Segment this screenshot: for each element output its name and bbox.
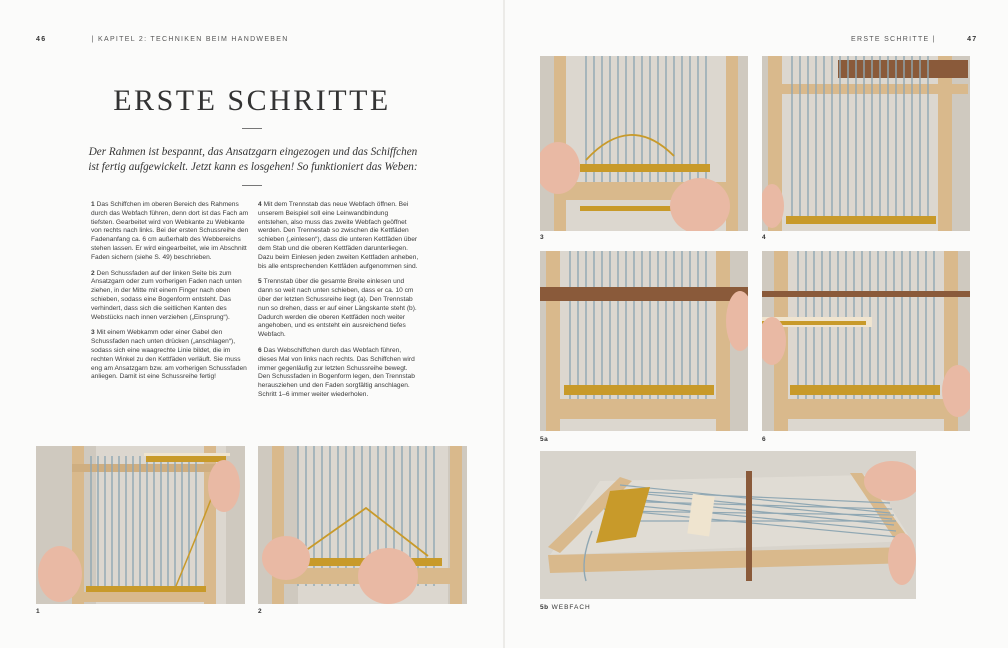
section-head: ERSTE SCHRITTE |	[851, 36, 936, 43]
photo-step-4	[762, 56, 970, 231]
text-column-1	[91, 201, 253, 389]
caption-photo-5a: 5a	[540, 436, 549, 443]
caption-photo-3: 3	[540, 234, 545, 241]
step-2: 2 Den Schussfaden auf der linken Seite bis zum Ansatzgarn oder zum vorherigen Faden nach unten ziehen, in der Mitte mit einem Finger nach oben schieben, sodass eine Bogenform entsteht. Das verhindert, dass sich die seitlichen Kanten des Webstücks nach innen verziehen („Einsprung“).	[91, 269, 242, 321]
page-title: ERSTE SCHRITTE	[113, 84, 391, 117]
left-page-number: 46	[36, 36, 47, 43]
title-rule	[242, 128, 262, 129]
caption-5b-text: WEBFACH	[551, 604, 591, 611]
chapter-head: | KAPITEL 2: TECHNIKEN BEIM HANDWEBEN	[91, 36, 289, 43]
caption-photo-6: 6	[762, 436, 767, 443]
caption-photo-1: 1	[36, 608, 41, 615]
step-3: 3 Mit einem Webkamm oder einer Gabel den Schussfaden nach unten drücken („anschlagen“), sodass sich eine waagrechte Linie bildet, die im rechten Winkel zu den Kettfäden verläuft. Sie muss eng am Ansatzgarn bzw. am vorherigen Schussfaden anliegen. Damit ist eine Schussreihe fertig!	[91, 329, 247, 381]
photo-step-5b	[540, 451, 916, 599]
right-running-head	[851, 36, 978, 43]
photo-step-2	[258, 446, 467, 604]
intro-text: Der Rahmen ist bespannt, das Ansatzgarn eingezogen und das Schiffchen ist fertig aufgewickelt. Jetzt kann es losgehen! So funktioniert das Weben:	[88, 146, 418, 173]
step-1: 1 Das Schiffchen im oberen Bereich des Rahmens durch das Webfach führen, denn dort ist das Fach am tiefsten. Gearbeitet wird von Webkante zu Webkante von rechts nach links. Bei der ersten Schussreihe den Fadenanfang ca. 6 cm außerhalb des Webbereichs stehen lassen. Er wird eingearbeitet, wie im Abschnitt Faden sichern (siehe S. 49) beschrieben.	[91, 201, 249, 261]
left-running-head	[36, 36, 289, 43]
step-4: 4 Mit dem Trennstab das neue Webfach öffnen. Bei unserem Beispiel soll eine Leinwandbindung entstehen, also muss das zweite Webfach geöffnet werden. Den Trennestab so zwischen die Kettfäden schieben („einlesen“), dass die unteren Kettfäden über dem Stab und die oberen Kettfäden darunterliegen. Dazu beim Einlesen jeden zweiten Kettfaden anheben, bis alle entsprechenden Kettfäden aufgenommen sind.	[258, 201, 419, 270]
photo-step-5a	[540, 251, 748, 431]
caption-photo-4: 4	[762, 234, 767, 241]
photo-step-1	[36, 446, 245, 604]
text-column-2	[258, 201, 420, 407]
caption-5b-number: 5b	[540, 604, 549, 611]
photo-step-6	[762, 251, 970, 431]
caption-photo-5b	[540, 604, 591, 611]
intro-rule	[242, 185, 262, 186]
step-6: 6 Das Webschiffchen durch das Webfach führen, dieses Mal von links nach rechts. Das Schiffchen wird immer gegenläufig zur letzten Schussreihe bewegt. Den Schussfaden in Bogenform legen, den Trennstab herausziehen und den Faden sorgfältig anschlagen. Schritt 1–6 immer weiter wiederholen.	[258, 346, 415, 398]
photo-step-3	[540, 56, 748, 231]
caption-photo-2: 2	[258, 608, 263, 615]
step-5: 5 Trennstab über die gesamte Breite einlesen und dann so weit nach unten schieben, dass er ca. 10 cm über der letzten Schussreihe liegt (a). Den Trennstab nun so drehen, dass er auf einer Längskante steht (b). Dadurch werden die oberen Kettfäden noch weiter angehoben, und es entsteht ein ausreichend tiefes Webfach.	[258, 278, 417, 339]
right-page-number: 47	[967, 36, 978, 43]
